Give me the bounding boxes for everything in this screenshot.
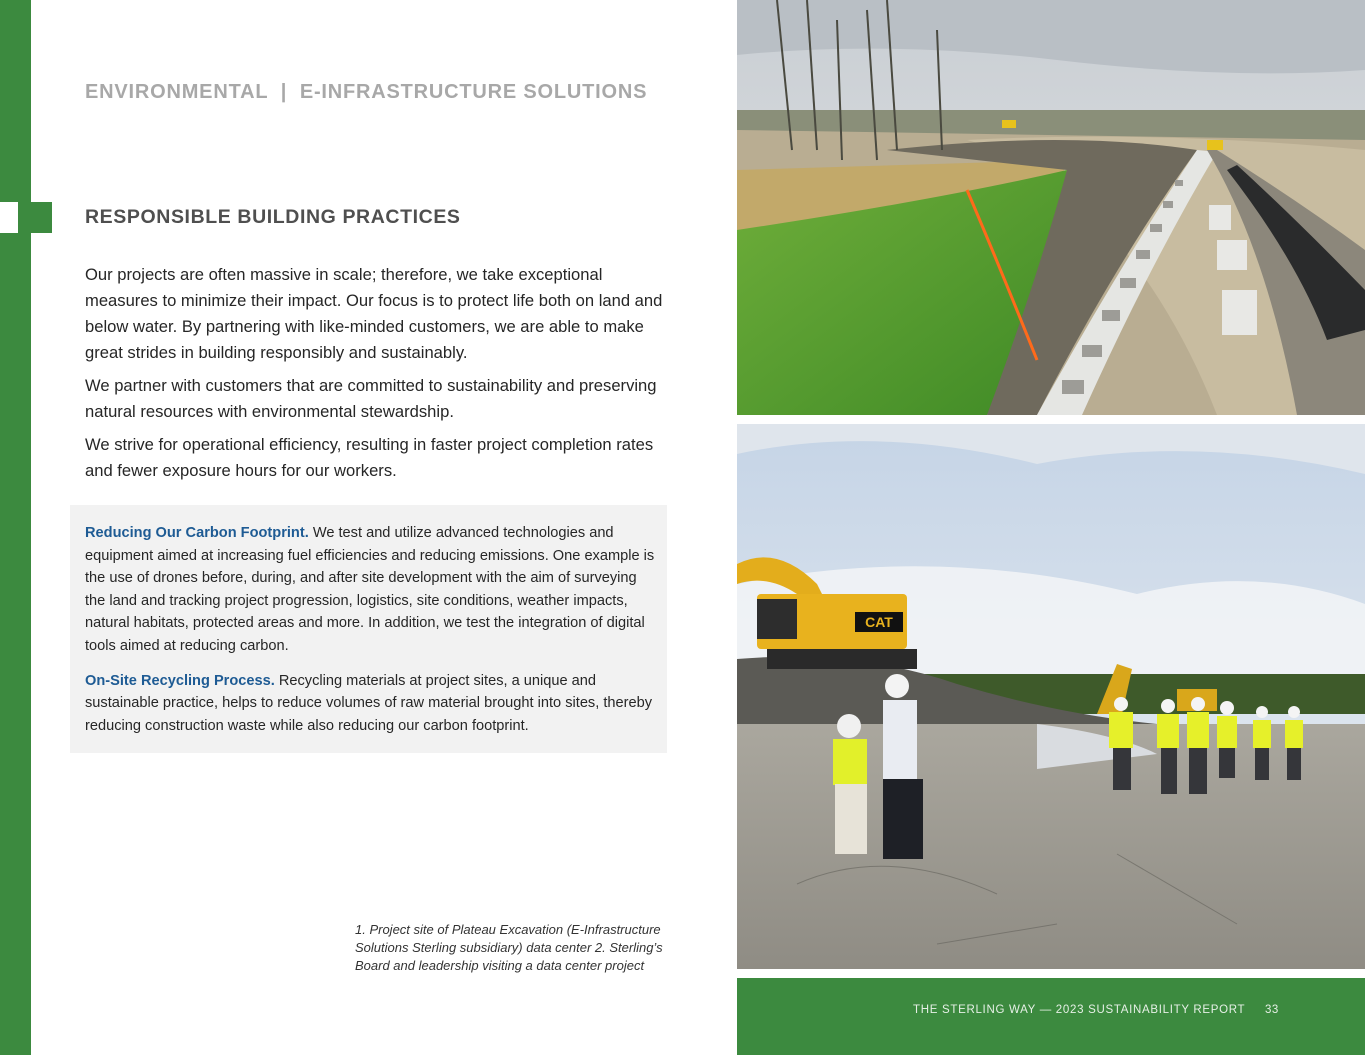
footer-band (737, 978, 1365, 1055)
photo-leadership-site-visit (737, 424, 1365, 969)
page-number: 33 (1265, 1004, 1279, 1016)
callout-text: Recycling materials at project sites, a unique and sustainable practice, helps to reduce volumes of raw material brought into sites, thereby reducing construction waste while also reducing our carbon footprint. (85, 672, 653, 734)
left-accent-bar (0, 0, 31, 1055)
photo-retaining-wall-site (737, 0, 1365, 415)
section-label: ENVIRONMENTAL | E-INFRASTRUCTURE SOLUTIONS (85, 81, 648, 103)
callout-item-carbon (85, 522, 655, 658)
callout-lead: Reducing Our Carbon Footprint. (85, 525, 309, 541)
body-paragraph: We strive for operational efficiency, resulting in faster project completion rates and fewer exposure hours for our workers. (85, 435, 654, 480)
callout-lead: On-Site Recycling Process. (85, 672, 275, 689)
body-text (85, 262, 665, 491)
body-paragraph: Our projects are often massive in scale; therefore, we take exceptional measures to minimize their impact. Our focus is to protect life both on land and below water. By partnering with like-minded customers, we are able to make great strides in building responsibly and sustainably. (85, 265, 663, 362)
callout-box (70, 505, 667, 753)
section-tab-notch (0, 202, 18, 233)
callout-text: We test and utilize advanced technologies and equipment aimed at increasing fuel efficiencies and reducing emissions. One example is the use of drones before, during, and after site development with the aim of surveying the land and tracking project progression, logistics, site conditions, weather impacts, natural habitats, protected areas and more. In addition, we test the integration of digital tools aimed at reducing carbon. (85, 525, 655, 654)
footer-report-title: THE STERLING WAY — 2023 SUSTAINABILITY REPORT (913, 1004, 1246, 1016)
excavator-cat-badge: CAT (865, 614, 893, 630)
photo-caption: 1. Project site of Plateau Excavation (E-Infrastructure Solutions Sterling subsidiary) data center 2. Sterling’s Board and leadership visiting a data center project (355, 922, 663, 973)
page-title: RESPONSIBLE BUILDING PRACTICES (85, 206, 461, 228)
section-tab-marker (31, 202, 52, 233)
body-paragraph: We partner with customers that are committed to sustainability and preserving natural resources with environmental stewardship. (85, 376, 657, 421)
callout-item-recycling (85, 670, 655, 738)
